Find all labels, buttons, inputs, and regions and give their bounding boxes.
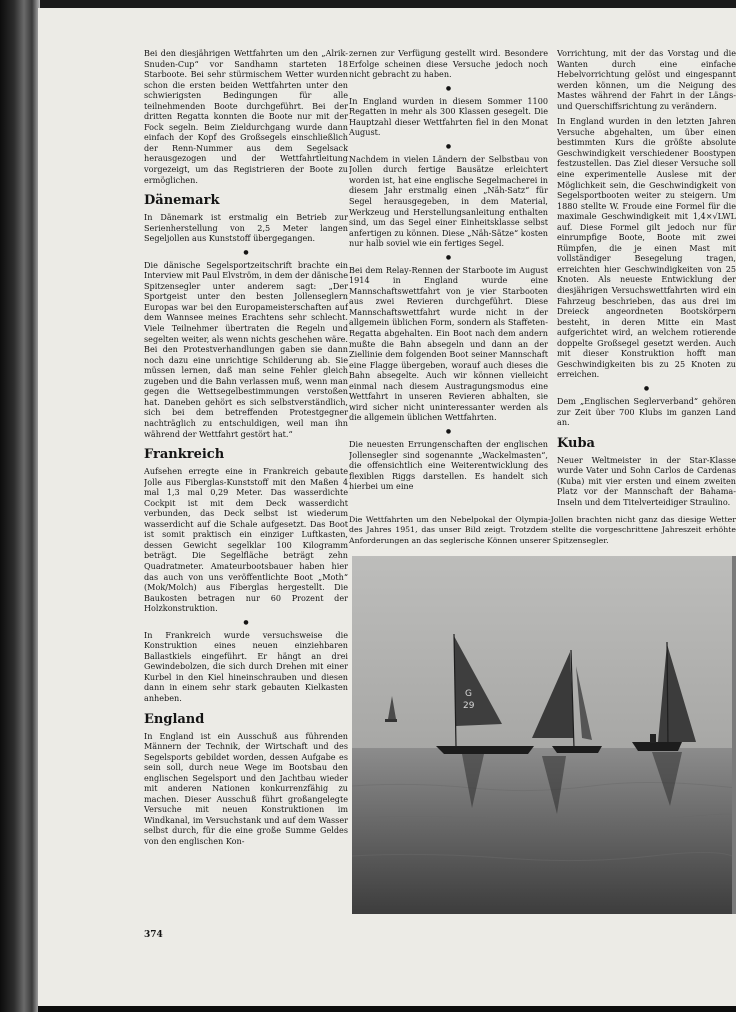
- section-heading-england: England: [144, 711, 205, 727]
- sailboats-image: [352, 556, 736, 914]
- sailor: [650, 734, 656, 743]
- section-heading-daenemark: Dänemark: [144, 193, 220, 209]
- paragraph: Dem „Englischen Seglerverband“ gehören zur Zeit über 700 Klubs im ganzen Land an.: [557, 395, 736, 428]
- separator-dot: ●: [243, 248, 249, 256]
- book-binding: [0, 0, 40, 1012]
- book-page: [38, 8, 736, 1006]
- separator-dot: ●: [643, 384, 650, 392]
- paragraph: Die neuesten Errungenschaften der englischen Jollensegler sind sogenannte „Wackelmasten“, die offensichtlich eine Weiterentwicklung des flexiblen Riggs darstellen. Es handelt sich hierbei um eine: [349, 438, 548, 492]
- separator-dot: ●: [445, 142, 452, 150]
- sailing-photo: [352, 556, 736, 914]
- paragraph: Neuer Weltmeister in der Star-Klasse wurde Vater und Sohn Carlos de Cardenas (Kuba) mit vier ersten und einem zweiten Platz vor der Mannschaft der Bahama-Inseln und dem Titelverteidiger Straulino.: [557, 454, 736, 507]
- separator-dot: ●: [445, 253, 452, 261]
- column-middle: [349, 48, 548, 512]
- page-number: 374: [144, 930, 163, 940]
- photo-caption: Die Wettfahrten um den Nebelpokal der Olympia-Jollen brachten nicht ganz das diesige Wetter des Jahres 1951, das unser Bild zeigt. Trotzdem stellte die vorgeschrittene Jahreszeit erhöhte Anforderungen an das seglerische Können unserer Spitzensegler.: [349, 515, 736, 545]
- paragraph: zernen zur Verfügung gestellt wird. Besondere Erfolge scheinen diese Versuche jedoch noch nicht gebracht zu haben.: [349, 48, 548, 80]
- separator-dot: ●: [445, 84, 452, 92]
- column-left: [144, 48, 348, 941]
- section-heading-frankreich: Frankreich: [144, 447, 225, 463]
- paragraph: In England wurden in den letzten Jahren Versuche abgehalten, um über einen bestimmten Kurs die größte absolute Geschwindigkeit verschiedener Boostypen festzustellen. Das Ziel dieser Versuche soll eine experimentelle Auslese mit der Möglichkeit sein, die Geschwindigkeit von Segelsportbooten weiter zu steigern. Um 1880 stellte W. Froude eine Formel für die maximale Geschwindigkeit mit 1,4×√LWL auf. Diese Formel gilt jedoch nur für einrumpfige Boote, Boote mit zwei Rümpfen, die je einen Mast mit vollständiger Besegelung tragen, erreichten hier Geschwindigkeiten von 25 Knoten. Als neueste Entwicklung der diesjährigen Versuchswettfahrten wird ein Fahrzeug beschrieben, das aus drei im Dreieck angeordneten Bootskörpern besteht, in deren Mitte ein Mast aufgerichtet wird, an welchem rotierende doppelte Großsegel gesetzt werden. Auch mit dieser Konstruktion hofft man Geschwindigkeiten bis zu 25 Knoten zu erreichen.: [557, 116, 736, 380]
- distant-hull: [385, 719, 397, 722]
- hull-boat-2: [552, 746, 602, 753]
- paragraph: Bei den diesjährigen Wettfahrten um den „Alrik-Snuden-Cup“ vor Sandhamn starteten 18 Starboote. Bei sehr stürmischem Wetter wurden schon die ersten beiden Wettfahrten unter den schwierigsten Bedingungen für alle teilnehmenden Boote durchgeführt. Bei der dritten Regatta konnten die Boote nur mit der Fock segeln. Beim Zieldurchgang wurde dann einfach der Kopf des Großsegels einschließlich der Renn-Nummer aus dem Segelsack herausgezogen und der Wettfahrtleitung vorgezeigt, um das Registrieren der Boote zu ermöglichen.: [144, 48, 348, 185]
- paragraph: Nachdem in vielen Ländern der Selbstbau von Jollen durch fertige Bausätze erleichtert worden ist, hat eine englische Segelmacherei in diesem Jahr erstmalig einen „Näh-Satz“ für Segel herausgegeben, in dem Material, Werkzeug und Herstellungsanleitung enthalten sind, um das Segel einer Einheitsklasse selbst anfertigen zu können. Diese „Näh-Sätze“ kosten nur halb soviel wie ein fertiges Segel.: [349, 153, 548, 249]
- paragraph: Vorrichtung, mit der das Vorstag und die Wanten durch eine einfache Hebelvorrichtung gelöst und eingespannt werden können, um die Neigung des Mastes während der Fahrt in der Längs- und Querschiffsrichtung zu verändern.: [557, 48, 736, 111]
- hull-boat-3: [632, 742, 682, 751]
- paragraph: Aufsehen erregte eine in Frankreich gebaute Jolle aus Fiberglas-Kunststoff mit den Maßen 4 mal 1,3 mal 0,29 Meter. Das wasserdichte Cockpit ist mit dem Deck wasserdicht verbunden, das Deck selbst ist wiederum wasserdicht auf die Schale aufgesetzt. Das Boot ist somit praktisch ein einziger Luftkasten, dessen Gewicht segelklar 100 Kilogramm beträgt. Die Segelfläche beträgt zehn Quadratmeter. Amateurbootsbauer haben hier das auch von uns veröffentlichte Boot „Moth“ (Mok/Molch) aus Fiberglas hergestellt. Die Baukosten betragen nur 60 Prozent der Holzkonstruktion.: [144, 466, 348, 614]
- page-bottom-shadow: [38, 1006, 736, 1012]
- paragraph: In Frankreich wurde versuchsweise die Konstruktion eines neuen einziehbaren Ballastkiels eingeführt. Er hängt an drei Gewindebolzen, die sich durch Drehen mit einer Kurbel in den Kiel hineinschrauben und diesen dann in einem sehr stark gebauten Kielkasten anheben.: [144, 629, 348, 703]
- separator-dot: ●: [445, 427, 452, 435]
- paragraph: In England ist ein Ausschuß aus führenden Männern der Technik, der Wirtschaft und des Segelsports gebildet worden, dessen Aufgabe es sein soll, durch neue Wege im Bootsbau den englischen Segelsport und den Jachtbau wieder mit anderen Nationen konkurrenzfähig zu machen. Dieser Ausschuß führt großangelegte Versuche mit neuen Konstruktionen im Windkanal, im Versuchstank und auf dem Wasser selbst durch, für die eine große Summe Geldes von den englischen Kon-: [144, 730, 348, 846]
- sail-number: 29: [463, 701, 475, 711]
- separator-dot: ●: [243, 618, 249, 626]
- section-heading-kuba: Kuba: [557, 435, 595, 451]
- column-right: [557, 48, 736, 512]
- sail-number: G: [465, 689, 472, 699]
- hull-boat-1: [436, 746, 534, 754]
- paragraph: Bei dem Relay-Rennen der Starboote im August 1914 in England wurde eine Mannschaftswettfahrt von je vier Starbooten aus zwei Revieren durchgeführt. Diese Mannschaftswettfahrt wurde nicht in der allgemein üblichen Form, sondern als Staffeten-Regatta abgehalten. Ein Boot nach dem andern mußte die Bahn absegeln und dann an der Ziellinie dem folgenden Boot seiner Mannschaft eine Flagge übergeben, worauf auch dieses die Bahn absegelte. Auch wir können vielleicht einmal nach diesem Austragungsmodus eine Wettfahrt in unseren Revieren abhalten, sie wird sicher nicht uninteressanter werden als die allgemein üblichen Wettfahrten.: [349, 264, 548, 423]
- paragraph: In Dänemark ist erstmalig ein Betrieb zur Serienherstellung von 2,5 Meter langen Segeljollen aus Kunststoff übergegangen.: [144, 212, 348, 244]
- paragraph: Die dänische Segelsportzeitschrift brachte ein Interview mit Paul Elvström, in dem der dänische Spitzensegler unter anderem sagt: „Der Sportgeist unter den besten Jollenseglern Europas war bei den Europameisterschaften auf dem Wannsee meines Erachtens sehr schlecht. Viele Teilnehmer übertraten die Regeln und segelten weiter, als wenn nichts geschehen wäre. Bei den Protestverhandlungen gaben sie dann noch dazu eine unrichtige Schilderung ab. Sie müssen lernen, daß man seine Fehler gleich zugeben und die Bahn verlassen muß, wenn man gegen die Wettsegelbestimmungen verstoßen hat. Daneben gehört es sich selbstverständlich, sich bei dem betreffenden Protestgegner nachträglich zu entschuldigen, weil man ihn während der Wettfahrt gestört hat.“: [144, 259, 348, 439]
- paragraph: In England wurden in diesem Sommer 1100 Regatten in mehr als 300 Klassen gesegelt. Die Hauptzahl dieser Wettfahrten fiel in den Monat August.: [349, 95, 548, 138]
